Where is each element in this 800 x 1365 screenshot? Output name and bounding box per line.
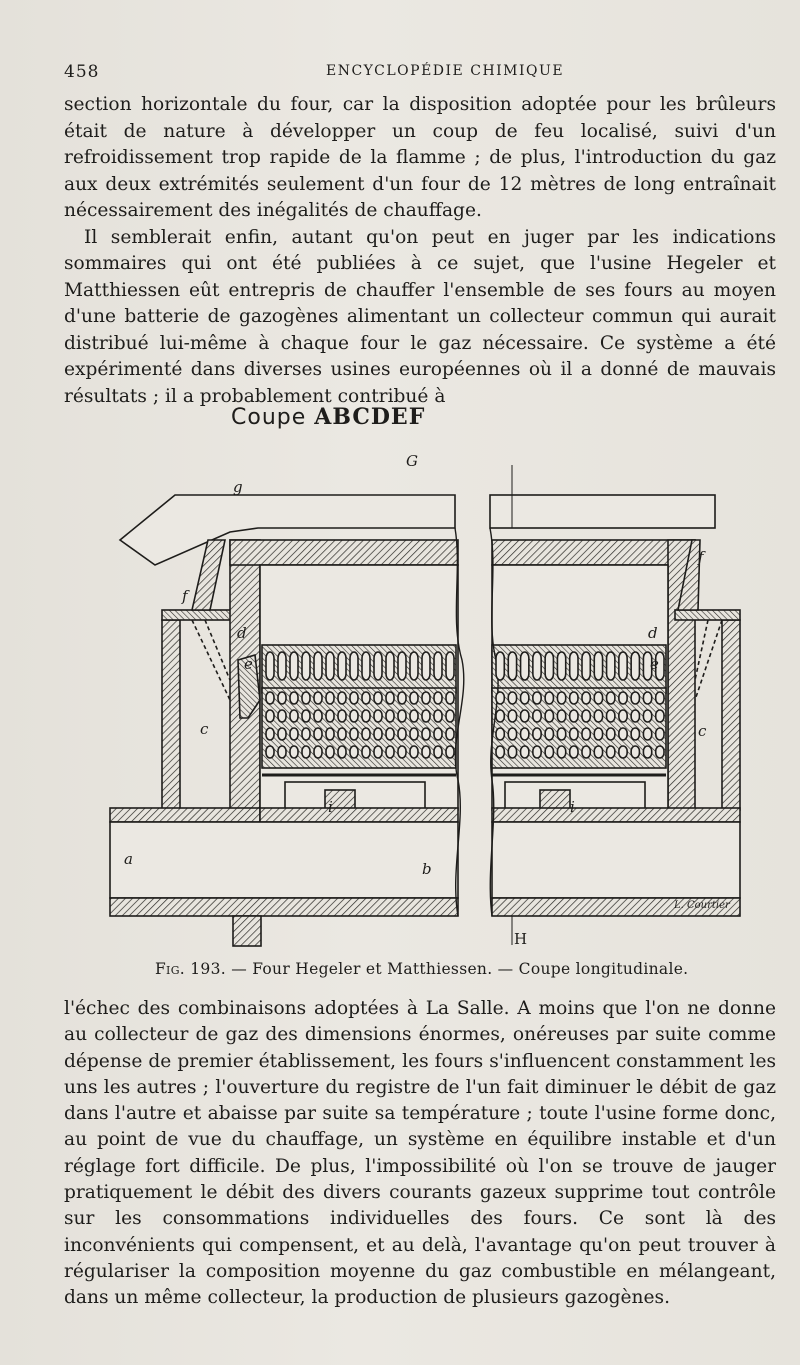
muffle-tube <box>446 652 454 680</box>
muffle-tube <box>631 692 639 704</box>
muffle-tube <box>570 728 578 740</box>
muffle-tube <box>594 692 602 704</box>
caption-fig: Fig. <box>155 960 186 978</box>
muffle-tube <box>557 692 565 704</box>
label-a: a <box>124 850 133 868</box>
label-c-right: c <box>698 722 707 740</box>
muffle-tube <box>314 692 322 704</box>
muffle-tube <box>374 692 382 704</box>
text-block-bottom <box>64 996 776 1312</box>
muffle-tube <box>508 746 516 758</box>
muffle-tube <box>266 728 274 740</box>
caption-text: 193. — Four Hegeler et Matthiessen. — Coupe longitudinale. <box>190 960 689 978</box>
muffle-tube <box>374 746 382 758</box>
muffle-tube <box>410 692 418 704</box>
muffle-tube <box>302 710 310 722</box>
muffle-tube <box>656 728 664 740</box>
running-head <box>64 62 754 84</box>
muffle-tube <box>446 728 454 740</box>
muffle-tube <box>643 692 651 704</box>
muffle-tube <box>533 710 541 722</box>
muffle-tube <box>643 710 651 722</box>
muffle-tube <box>290 692 298 704</box>
muffle-tube <box>338 710 346 722</box>
muffle-tube <box>386 652 394 680</box>
muffle-tube <box>446 692 454 704</box>
muffle-tube <box>508 728 516 740</box>
muffle-tube <box>582 746 590 758</box>
muffle-tube <box>374 728 382 740</box>
muffle-tube <box>290 728 298 740</box>
muffle-tube <box>619 692 627 704</box>
muffle-tube <box>278 728 286 740</box>
muffle-tube <box>582 728 590 740</box>
muffle-tube <box>533 652 541 680</box>
paragraph: Il semblerait enfin, autant qu'on peut en juger par les indications sommaires qui ont été publiées à ce sujet, que l'usine Hegeler et Matthiessen eût entrepris de chauffer l'ensemble de ses fours au moyen d'une batterie de gazogènes alimentant un collecteur commun qui aurait distribué lui-même à chaque four le gaz nécessaire. Ce système a été expérimenté dans diverses usines européennes où il a donné de mauvais résultats ; il a probablement contribué à <box>64 226 776 407</box>
muffle-tube <box>362 728 370 740</box>
furnace-section-drawing <box>100 400 750 965</box>
figure-caption <box>155 960 688 978</box>
muffle-tube <box>631 710 639 722</box>
muffle-tube <box>410 710 418 722</box>
muffle-tube <box>314 728 322 740</box>
paragraph: l'échec des combinaisons adoptées à La Salle. A moins que l'on ne donne au collecteur de gaz des dimensions énormes, onéreuses par suite comme dépense de premier établissement, les fours s'influencent constamment les uns les autres ; l'ouverture du registre de l'un fait diminuer le débit de gaz dans l'autre et abaisse par suite sa température ; toute l'usine forme donc, au point de vue du chauffage, un système en équilibre instable et d'un réglage fort difficile. De plus, l'impossibilité où l'on se trouve de jauger pratiquement le débit des divers courants gazeux supprime tout contrôle sur les consommations individuelles des fours. Ce sont là des inconvénients qui compensent, et au delà, l'avantage qu'on peut trouver à régulariser la composition moyenne du gaz combustible en mélangeant, dans un même collecteur, la production de plusieurs gazogènes. <box>64 998 776 1309</box>
muffle-tube <box>521 652 529 680</box>
muffle-tube <box>278 692 286 704</box>
muffle-tube <box>362 652 370 680</box>
muffle-tube <box>545 746 553 758</box>
muffle-tube <box>643 746 651 758</box>
muffle-tube <box>338 728 346 740</box>
label-i-left: i <box>328 798 333 816</box>
muffle-tube <box>278 746 286 758</box>
muffle-tube <box>350 652 358 680</box>
label-e-left: e <box>244 655 253 673</box>
muffle-tube <box>521 728 529 740</box>
muffle-tube <box>594 710 602 722</box>
muffle-tube <box>326 728 334 740</box>
running-title: ENCYCLOPÉDIE CHIMIQUE <box>326 63 565 79</box>
label-i-right: i <box>570 798 575 816</box>
muffle-tube <box>570 710 578 722</box>
label-d-left: d <box>237 624 247 642</box>
muffle-tube <box>350 692 358 704</box>
label-e-right: e <box>650 655 659 673</box>
muffle-tube <box>557 746 565 758</box>
muffle-tube <box>398 728 406 740</box>
muffle-tube <box>350 728 358 740</box>
muffle-tube <box>434 692 442 704</box>
muffle-tube <box>631 728 639 740</box>
muffle-tube <box>434 728 442 740</box>
muffle-tube <box>582 692 590 704</box>
muffle-tube <box>446 746 454 758</box>
muffle-tube <box>496 746 504 758</box>
label-f-left: f <box>182 587 188 605</box>
muffle-tube <box>619 746 627 758</box>
engraver-signature: L. Courtier <box>674 900 730 911</box>
muffle-tube <box>545 728 553 740</box>
label-G: G <box>406 452 418 470</box>
muffle-tube <box>314 710 322 722</box>
muffle-tube <box>374 652 382 680</box>
muffle-tube <box>643 728 651 740</box>
muffle-tube <box>521 692 529 704</box>
muffle-tube <box>496 710 504 722</box>
muffle-tube <box>434 746 442 758</box>
muffle-tube <box>398 746 406 758</box>
muffle-tube <box>570 746 578 758</box>
muffle-tube <box>302 652 310 680</box>
muffle-tube <box>422 710 430 722</box>
muffle-tube <box>521 746 529 758</box>
muffle-tube <box>508 652 516 680</box>
muffle-tube <box>434 652 442 680</box>
muffle-tube <box>631 652 639 680</box>
muffle-tube <box>557 728 565 740</box>
muffle-tube <box>434 710 442 722</box>
muffle-tube <box>557 652 565 680</box>
muffle-tube <box>533 692 541 704</box>
muffle-tube <box>545 710 553 722</box>
muffle-tube <box>326 652 334 680</box>
muffle-tube <box>570 652 578 680</box>
muffle-tube <box>362 692 370 704</box>
label-b: b <box>422 860 432 878</box>
muffle-tube <box>656 746 664 758</box>
muffle-tube <box>266 710 274 722</box>
muffle-tube <box>410 728 418 740</box>
muffle-tube <box>533 746 541 758</box>
muffle-tube <box>362 746 370 758</box>
muffle-tube <box>362 710 370 722</box>
muffle-tube <box>278 710 286 722</box>
furnace-drawing-svg <box>100 400 750 965</box>
muffle-tube <box>508 692 516 704</box>
muffle-tube <box>386 746 394 758</box>
muffle-tube <box>410 746 418 758</box>
paragraph: section horizontale du four, car la disposition adoptée pour les brûleurs était de nature à développer un coup de feu localisé, suivi d'un refroidissement trop rapide de la flamme ; de plus, l'introduction du gaz aux deux extrémités seulement d'un four de 12 mètres de long entraînait nécessairement des inégalités de chauffage. <box>64 94 776 221</box>
muffle-tube <box>607 728 615 740</box>
muffle-tube <box>496 652 504 680</box>
muffle-tube <box>302 746 310 758</box>
muffle-tube <box>521 710 529 722</box>
muffle-tube <box>607 692 615 704</box>
muffle-tube <box>545 652 553 680</box>
figure-title-letters: ABCDEF <box>314 404 426 430</box>
muffle-tube <box>446 710 454 722</box>
muffle-tube <box>266 652 274 680</box>
muffle-tube <box>374 710 382 722</box>
muffle-tube <box>326 746 334 758</box>
muffle-tube <box>582 652 590 680</box>
muffle-tube <box>631 746 639 758</box>
muffle-tube <box>496 692 504 704</box>
label-g: g <box>233 478 243 496</box>
muffle-tube <box>398 652 406 680</box>
muffle-tube <box>290 746 298 758</box>
label-H: H <box>514 930 528 948</box>
muffle-tube <box>422 692 430 704</box>
muffle-tube <box>619 710 627 722</box>
text-block-top <box>64 92 776 410</box>
muffle-tube <box>422 746 430 758</box>
muffle-tube <box>410 652 418 680</box>
muffle-tube <box>326 710 334 722</box>
muffle-tube <box>582 710 590 722</box>
muffle-tube <box>350 710 358 722</box>
muffle-tube <box>302 728 310 740</box>
muffle-tube <box>656 710 664 722</box>
muffle-tube <box>422 728 430 740</box>
figure-title-prefix: Coupe <box>231 405 307 430</box>
muffle-tube <box>314 746 322 758</box>
muffle-tube <box>338 652 346 680</box>
muffle-tube <box>594 728 602 740</box>
page-number: 458 <box>64 62 100 82</box>
label-c-left: c <box>200 720 209 738</box>
muffle-tube <box>557 710 565 722</box>
muffle-tube <box>398 692 406 704</box>
label-f-right: f <box>698 548 704 566</box>
muffle-tube <box>533 728 541 740</box>
muffle-tube <box>338 692 346 704</box>
muffle-tube <box>619 728 627 740</box>
muffle-tube <box>545 692 553 704</box>
muffle-tube <box>350 746 358 758</box>
muffle-tube <box>607 710 615 722</box>
muffle-tube <box>386 692 394 704</box>
muffle-tube <box>314 652 322 680</box>
muffle-tube <box>619 652 627 680</box>
muffle-tube <box>326 692 334 704</box>
muffle-tube <box>302 692 310 704</box>
muffle-tube <box>278 652 286 680</box>
muffle-tube <box>496 728 504 740</box>
muffle-tube <box>290 652 298 680</box>
muffle-tube <box>607 746 615 758</box>
muffle-tube <box>266 692 274 704</box>
muffle-tube <box>594 652 602 680</box>
muffle-tube <box>570 692 578 704</box>
muffle-tube <box>656 692 664 704</box>
muffle-tube <box>607 652 615 680</box>
muffle-tube <box>508 710 516 722</box>
muffle-tube <box>386 728 394 740</box>
muffle-tube <box>422 652 430 680</box>
muffle-tube <box>398 710 406 722</box>
muffle-tube <box>290 710 298 722</box>
muffle-tube <box>338 746 346 758</box>
label-d-right: d <box>648 624 658 642</box>
muffle-tube <box>266 746 274 758</box>
muffle-tube <box>594 746 602 758</box>
muffle-tube <box>386 710 394 722</box>
